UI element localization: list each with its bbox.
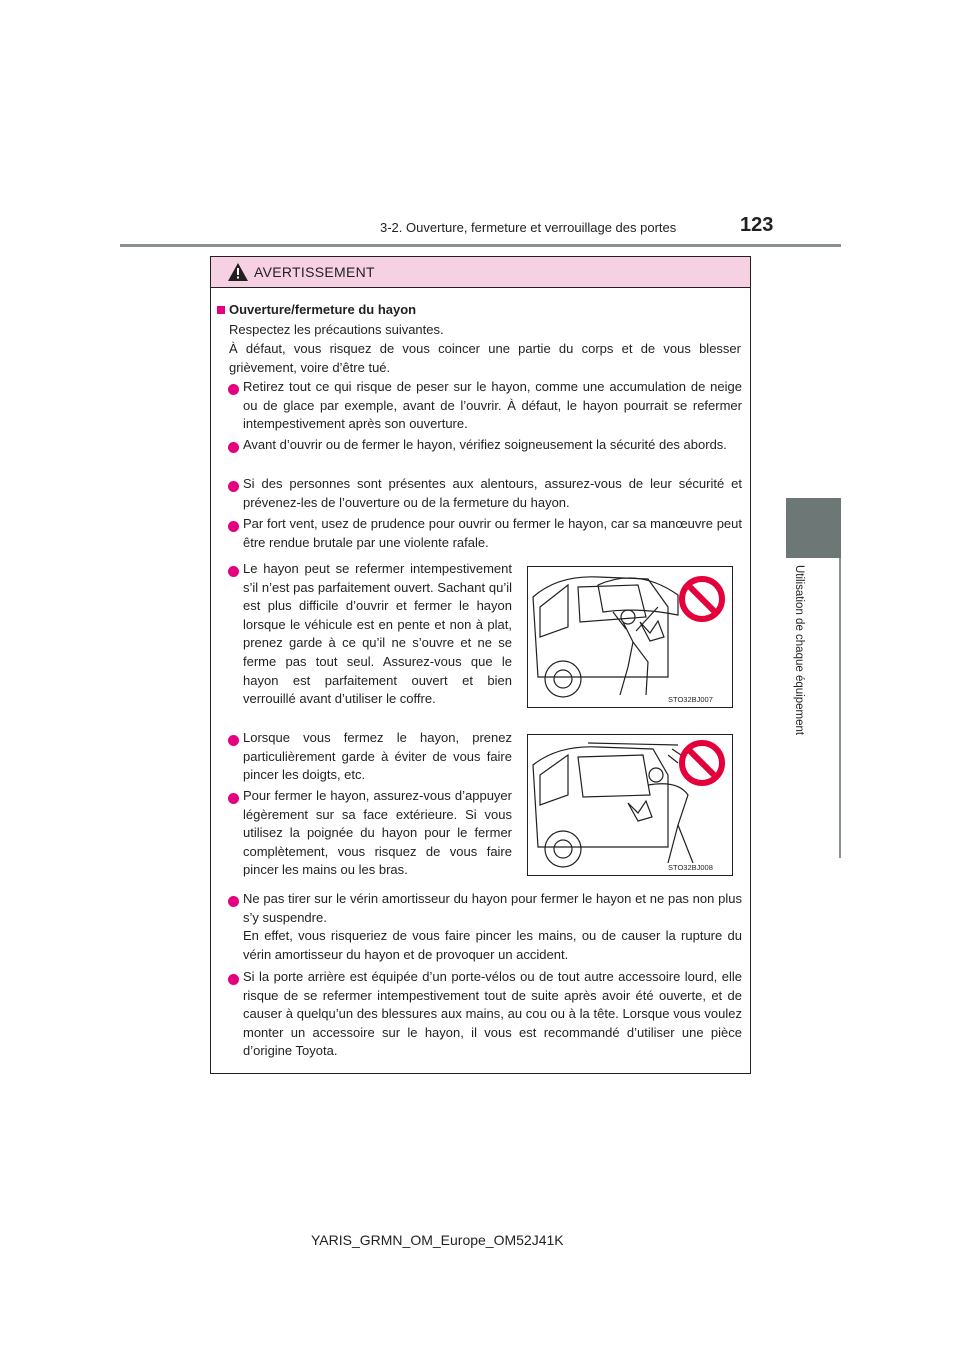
bullet-text-4: Par fort vent, usez de prudence pour ouvrir ou fermer le hayon, car sa manœuvre peut être rendue brutale par une violente rafale.	[243, 516, 742, 550]
intro-line-2: À défaut, vous risquez de vous coincer une partie du corps et de vous blesser grièvement, voire d’être tué.	[229, 341, 741, 375]
warning-title: AVERTISSEMENT	[254, 264, 375, 280]
bullet-icon	[228, 521, 239, 532]
document-id: YARIS_GRMN_OM_Europe_OM52J41K	[311, 1232, 564, 1248]
bullet-icon	[228, 974, 239, 985]
bullet-icon	[228, 735, 239, 746]
prohibited-icon	[678, 575, 726, 623]
warning-icon	[228, 263, 248, 281]
figure-id: STO32BJ007	[668, 695, 713, 704]
chapter-tab-bar	[839, 558, 841, 858]
bullet-text-3: Si des personnes sont présentes aux alentours, assurez-vous de leur sécurité et prévenez-les de l’ouverture ou de la fermeture du hayon.	[243, 476, 742, 510]
figure-id: STO32BJ008	[668, 863, 713, 872]
chapter-number: 3	[809, 1018, 818, 1033]
bullet-text-8-extra: En effet, vous risqueriez de vous faire pincer les mains, ou de causer la rupture du vérin amortisseur du hayon et de provoquer un accident.	[243, 928, 742, 962]
section-header: 3-2. Ouverture, fermeture et verrouillage des portes	[380, 220, 677, 235]
bullet-icon	[228, 481, 239, 492]
bullet-icon	[228, 566, 239, 577]
bullet-icon	[228, 442, 239, 453]
bullet-text-8: Ne pas tirer sur le vérin amortisseur du hayon pour fermer le hayon et ne pas non plus s’y suspendre.	[243, 891, 742, 925]
page-number: 123	[740, 214, 774, 236]
bullet-text-1: Retirez tout ce qui risque de peser sur le hayon, comme une accumulation de neige ou de glace par exemple, avant de l’ouvrir. À défaut, le hayon pourrait se refermer intempestivement après son ouverture.	[243, 379, 742, 432]
bullet-text-5: Le hayon peut se refermer intempestivement s’il n’est pas parfaitement ouvert. Sachant qu’il est plus difficile d’ouvrir et fermer le hayon lorsque le véhicule est en pente et non à plat, prenez garde à ce qu’il ne s’ouvre et ne se ferme pas tout seul. Assurez-vous que le hayon est parfaitement ouvert et bien verrouillé avant d’utiliser le coffre.	[243, 561, 512, 707]
illustration-tailgate-open	[527, 566, 733, 708]
chapter-title-vertical	[791, 565, 811, 765]
bullet-text-6: Lorsque vous fermez le hayon, prenez particulièrement garde à éviter de vous faire pincer les doigts, etc.	[243, 730, 512, 783]
bullet-text-7: Pour fermer le hayon, assurez-vous d’appuyer légèrement sur sa face extérieure. Si vous utilisez la poignée du hayon pour le fermer complètement, vous risquez de vous faire pincer les mains ou les bras.	[243, 788, 512, 878]
section-title: Ouverture/fermeture du hayon	[217, 302, 416, 317]
warning-header	[211, 257, 750, 288]
illustration-tailgate-pinch	[527, 734, 733, 876]
prohibited-icon	[678, 739, 726, 787]
bullet-text-9: Si la porte arrière est équipée d’un porte-vélos ou de tout autre accessoire lourd, elle risque de se refermer intempestivement tout de suite après avoir été ouverte, et de causer à quelqu’un des blessures aux mains, au cou ou à la tête. Lorsque vous voulez monter un accessoire sur le hayon, il vous est recommandé d’utiliser une pièce d’origine Toyota.	[243, 969, 742, 1059]
intro-line-1: Respectez les précautions suivantes.	[229, 322, 444, 337]
bullet-text-2: Avant d’ouvrir ou de fermer le hayon, vérifiez soigneusement la sécurité des abords.	[243, 437, 727, 452]
chapter-title: Utilisation de chaque équipement	[793, 565, 805, 736]
square-bullet-icon	[217, 306, 225, 314]
header-divider	[120, 244, 841, 247]
bullet-icon	[228, 384, 239, 395]
bullet-icon	[228, 896, 239, 907]
bullet-icon	[228, 793, 239, 804]
